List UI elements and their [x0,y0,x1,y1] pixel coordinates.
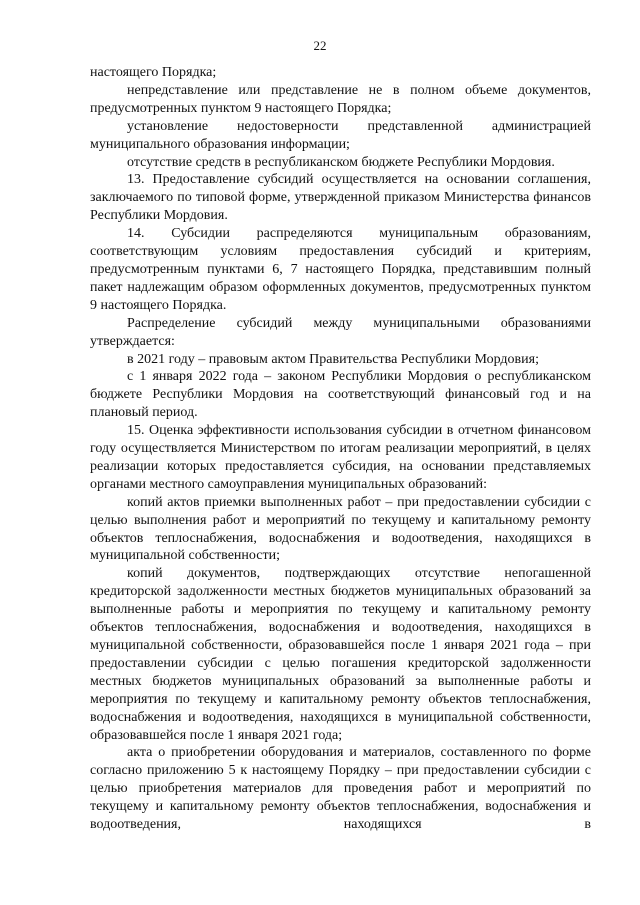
paragraph-12: акта о приобретении оборудования и материалов, составленного по форме согласно приложению 5 к настоящему Порядку – при предоставлении субсидии с целью приобретения материалов для проведения работ и мероприятий по текущему и капитальному ремонту объектов теплоснабжения, водоснабжения и водоотведения, находящихся в [90,745,591,833]
paragraph-3: отсутствие средств в республиканском бюджете Республики Мордовия. [127,154,555,170]
paragraph-7: в 2021 году – правовым актом Правительства Республики Мордовия; [127,351,539,367]
paragraph-0: настоящего Порядка; [90,65,217,80]
paragraph-6: Распределение субсидий между муниципальными образованиями утверждается: [90,315,591,349]
paragraph-4: 13. Предоставление субсидий осуществляется на основании соглашения, заключаемого по типовой форме, утвержденной приказом Министерства финансов Республики Мордовия. [90,172,591,224]
page-number: 22 [313,38,327,53]
paragraph-5: 14. Субсидии распределяются муниципальным образованиям, соответствующим условиям предоставления субсидий и критериям, предусмотренным пунктами 6, 7 настоящего Порядка, представившим полный пакет надлежащим образом оформленных документов, предусмотренных пунктом 9 настоящего Порядка. [90,226,591,313]
paragraph-11: копий документов, подтверждающих отсутствие непогашенной кредиторской задолженности местных бюджетов муниципальных образований за выполненные работы и мероприятия по текущему и капитальному ремонту объектов теплоснабжения, водоснабжения и водоотведения, находящихся в муниципальной собственности, образовавшейся после 1 января 2021 года – при предоставлении субсидии с целью погашения кредиторской задолженности местных бюджетов муниципальных образований за выполненные работы и мероприятия по текущему и капитальному ремонту объектов теплоснабжения, водоснабжения и водоотведения, находящихся в муниципальной собственности, образовавшейся после 1 января 2021 года; [90,566,591,743]
paragraph-9: 15. Оценка эффективности использования субсидии в отчетном финансовом году осуществляется Министерством по итогам реализации мероприятий, в целях реализации которых предоставляется субсидия, на основании представляемых органами местного самоуправления муниципальных образований: [90,423,591,492]
paragraph-10: копий актов приемки выполненных работ – при предоставлении субсидии с целью выполнения работ и мероприятий по текущему и капитальному ремонту объектов теплоснабжения, водоснабжения и водоотведения, находящихся в муниципальной собственности; [90,494,591,564]
document-body [90,64,591,834]
paragraph-2: установление недостоверности представленной администрацией муниципального образования информации; [90,118,591,152]
paragraph-8: с 1 января 2022 года – законом Республики Мордовия о республиканском бюджете Республики Мордовия на соответствующий финансовый год и на плановый период. [90,369,591,421]
paragraph-1: непредставление или представление не в полном объеме документов, предусмотренных пунктом 9 настоящего Порядка; [90,82,591,116]
